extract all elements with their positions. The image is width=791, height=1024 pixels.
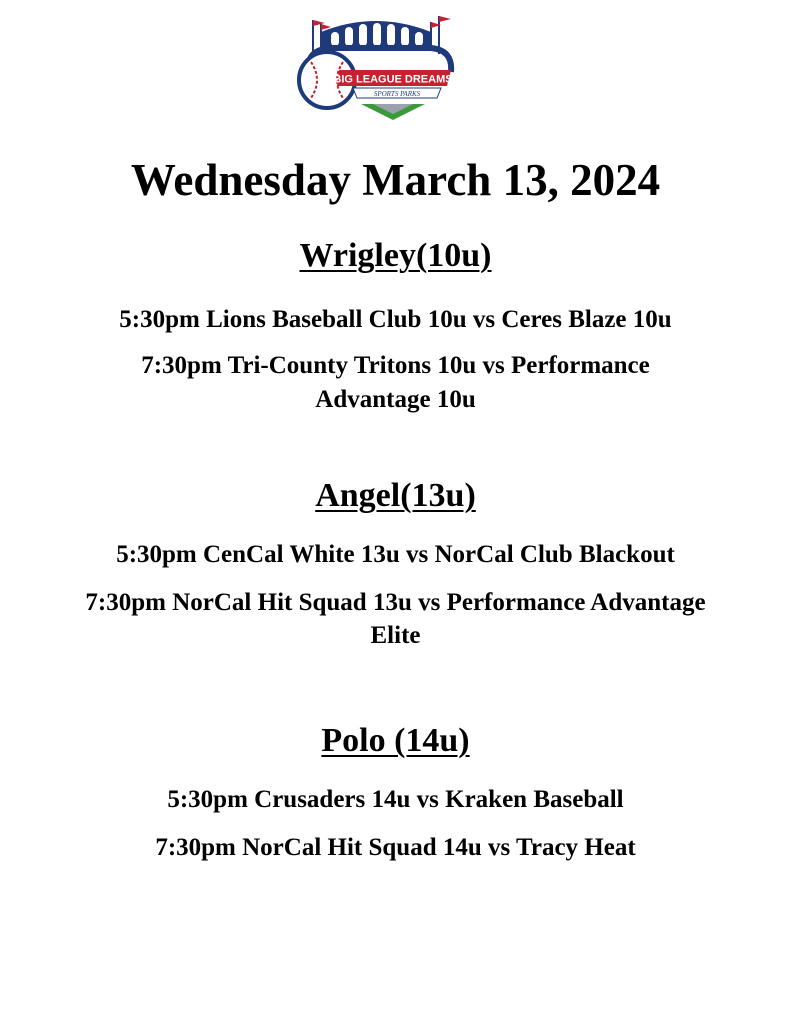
section-heading-wrigley	[0, 234, 791, 278]
game-line: 5:30pm Lions Baseball Club 10u vs Ceres Blaze 10u	[119, 306, 672, 333]
section-heading-text: Polo (14u)	[321, 722, 470, 759]
section-heading-text: Angel(13u)	[315, 477, 476, 514]
logo-subtext: SPORTS PARKS	[373, 90, 421, 98]
game-line: 5:30pm CenCal White 13u vs NorCal Club Blackout	[116, 541, 675, 568]
game-line: 5:30pm Crusaders 14u vs Kraken Baseball	[167, 786, 624, 813]
game-line-continuation: Advantage 10u	[315, 386, 476, 413]
game-line: 7:30pm NorCal Hit Squad 13u vs Performance Advantage	[85, 589, 706, 616]
section-heading-polo	[0, 719, 791, 763]
game-line: 7:30pm Tri-County Tritons 10u vs Performance	[141, 352, 650, 379]
section-heading-angel	[0, 474, 791, 518]
game-line: 7:30pm NorCal Hit Squad 14u vs Tracy Heat	[155, 834, 636, 861]
logo-graphic	[291, 10, 461, 122]
logo-wordmark: BIG LEAGUE DREAMS	[333, 73, 453, 86]
page-title: Wednesday March 13, 2024	[130, 155, 661, 205]
big-league-dreams-logo	[291, 10, 461, 122]
game-line-continuation: Elite	[370, 622, 421, 649]
section-heading-text: Wrigley(10u)	[299, 237, 492, 274]
